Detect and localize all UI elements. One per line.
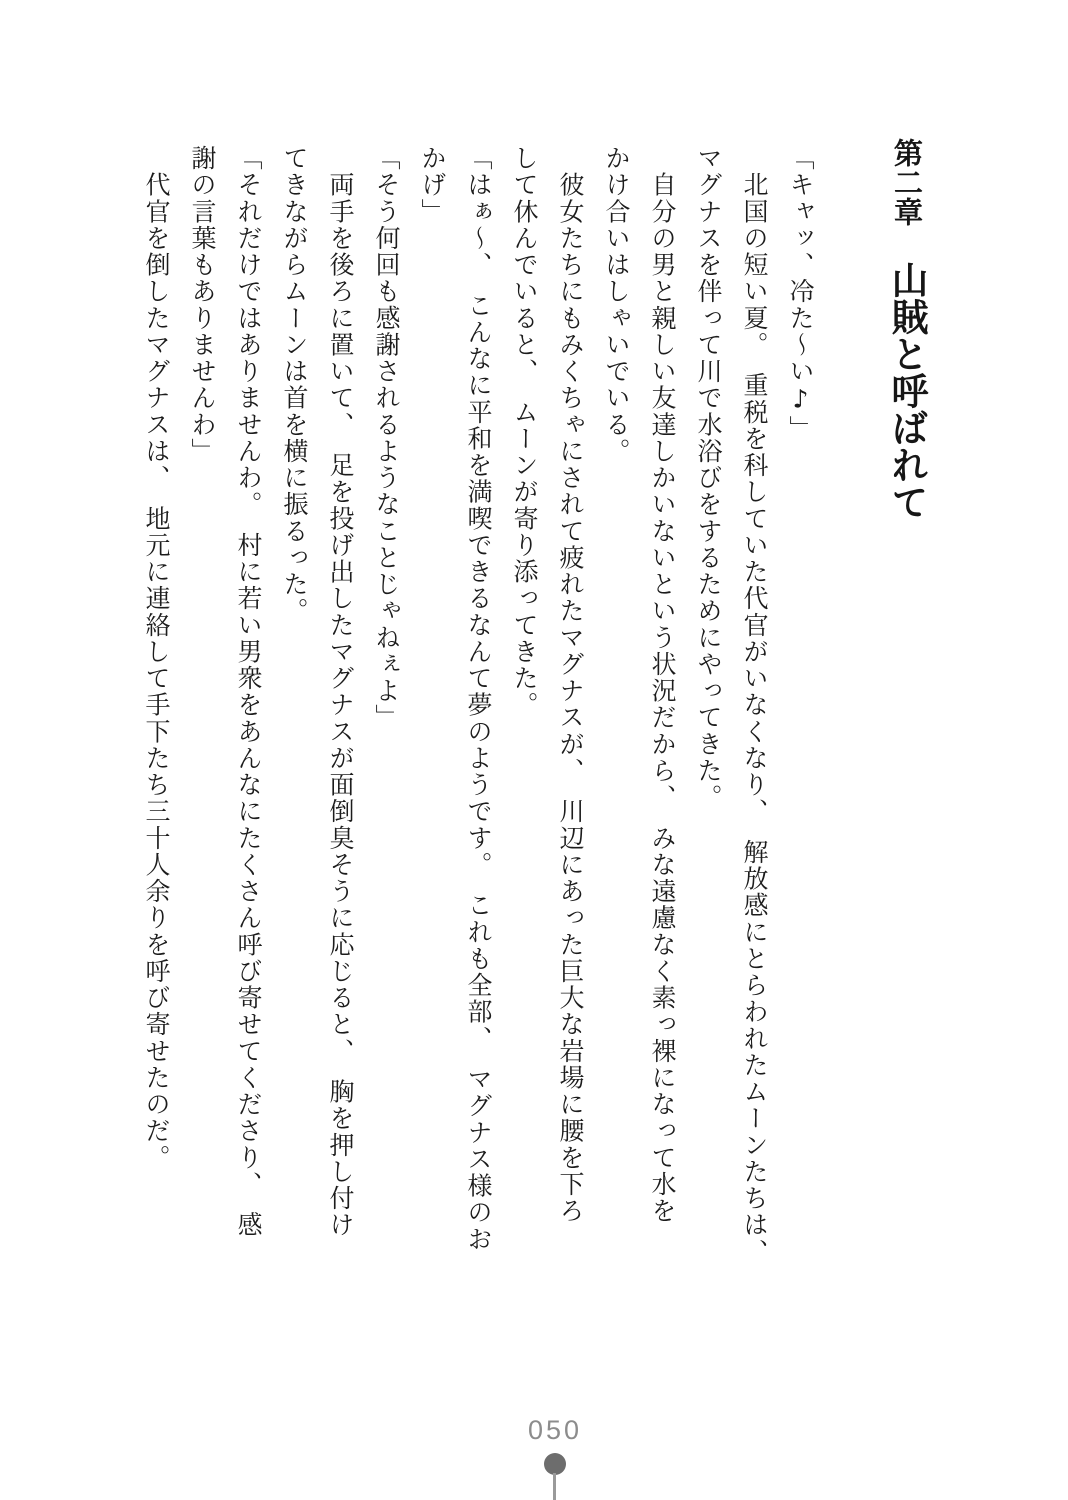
page-number: 050: [527, 1415, 583, 1445]
text-column: 謝の言葉もありませんわ」: [188, 145, 217, 465]
text-column: 「それだけではありませんわ。 村に若い男衆をあんなにたくさん呼び寄せてくださり、 感: [234, 145, 263, 1239]
text-column: マグナスを伴って川で水浴びをするためにやってきた。: [694, 145, 723, 811]
body-text: [133, 145, 823, 1290]
chapter-title: 山賊と呼ばれて: [885, 260, 929, 520]
text-column: 「キャッ、冷た〜い♪」: [786, 145, 815, 442]
text-column: 自分の男と親しい友達しかいないという状況だから、 みな遠慮なく素っ裸になって水を: [648, 145, 677, 1225]
chapter-heading: [878, 138, 936, 1338]
text-column: 「そう何回も感謝されるようなことじゃねぇよ」: [372, 145, 401, 731]
text-column: 彼女たちにもみくちゃにされて疲れたマグナスが、 川辺にあった巨大な岩場に腰を下ろ: [556, 145, 585, 1225]
text-column: かけ合いはしゃいでいる。: [602, 145, 631, 465]
text-column: して休んでいると、 ムーンが寄り添ってきた。: [510, 145, 539, 719]
text-column: 「はぁ〜、 こんなに平和を満喫できるなんて夢のようです。 これも全部、 マグナス様のお: [464, 145, 493, 1253]
text-column: てきながらムーンは首を横に振るった。: [280, 145, 309, 625]
text-column: 北国の短い夏。 重税を科していた代官がいなくなり、 解放感にとらわれたムーンたちは、: [740, 145, 769, 1265]
chapter-number: 第二章: [890, 138, 924, 227]
text-column: 両手を後ろに置いて、 足を投げ出したマグナスが面倒臭そうに応じると、 胸を押し付け: [326, 145, 355, 1239]
text-column: かげ」: [418, 145, 447, 225]
footer-dot-marker: [544, 1453, 566, 1475]
footer-line-marker: [553, 1473, 556, 1500]
text-column: 代官を倒したマグナスは、 地元に連絡して手下たち三十人余りを呼び寄せたのだ。: [142, 145, 171, 1171]
